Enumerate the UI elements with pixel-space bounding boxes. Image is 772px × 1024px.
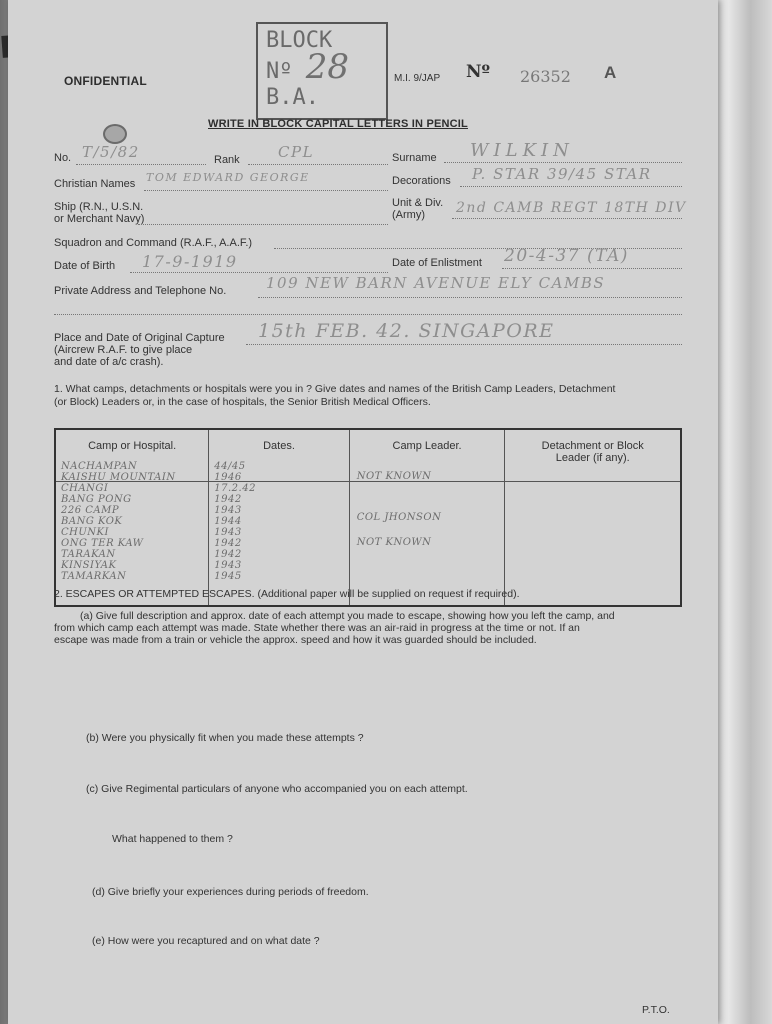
- camp-entry: CHUNKI: [61, 527, 109, 538]
- decorations-label: Decorations: [392, 175, 451, 187]
- christian-names-value: TOM EDWARD GEORGE: [146, 171, 310, 184]
- leader-entry: NOT KNOWN: [356, 471, 432, 482]
- camp-entry: TAMARKAN: [61, 571, 127, 582]
- q2a-line-3: escape was made from a train or vehicle the approx. speed and how it was guarded should be included.: [54, 634, 537, 646]
- camp-entry: KAISHU MOUNTAIN: [61, 472, 176, 483]
- capture-line: [246, 344, 682, 345]
- camp-entry: KINSIYAK: [61, 560, 117, 571]
- address-line-2: [54, 314, 682, 315]
- stamp-number-row: [266, 47, 378, 87]
- date-entry: 17.2.42: [214, 483, 256, 494]
- date-entry: 1943: [214, 560, 242, 571]
- leader-entry: COL JHONSON: [356, 512, 442, 523]
- surname-line: [444, 162, 682, 163]
- q2e-text: (e) How were you recaptured and on what date ?: [92, 935, 320, 947]
- ship-label-2: or Merchant Navy): [54, 213, 145, 225]
- address-value: 109 NEW BARN AVENUE ELY CAMBS: [266, 274, 606, 292]
- surname-label: Surname: [392, 152, 437, 164]
- header-detachment: [505, 429, 681, 482]
- q1-text-line-1: 1. What camps, detachments or hospitals were you in ? Give dates and names of the British Camp Leaders, Detachment: [54, 383, 616, 395]
- surname-value: WILKIN: [470, 140, 574, 161]
- q2d-text: (d) Give briefly your experiences during periods of freedom.: [92, 886, 369, 898]
- camp-entry: CHANGI: [61, 483, 109, 494]
- date-entry: 1942: [214, 549, 242, 560]
- header-detachment-line-1: Detachment or Block: [541, 440, 644, 452]
- stamp-no-label: Nº: [266, 59, 293, 84]
- stamp-number: 28: [305, 47, 350, 87]
- date-entry: 44/45: [214, 461, 246, 472]
- no-label: No.: [54, 152, 72, 164]
- no-value: T/5/82: [82, 143, 140, 161]
- header-dates: Dates.: [209, 429, 349, 482]
- camp-entry: ONG TER KAW: [61, 538, 144, 549]
- serial-suffix: A: [604, 63, 617, 82]
- stamp-ba-text: B.A.: [266, 85, 319, 110]
- dob-line: [130, 272, 388, 273]
- serial-no-label: Nº: [466, 62, 491, 82]
- enlistment-value: 20-4-37 (TA): [504, 246, 629, 266]
- christian-names-label: Christian Names: [54, 178, 136, 190]
- dob-value: 17-9-1919: [142, 252, 238, 271]
- block-stamp: [256, 22, 388, 120]
- q2a-line-1: (a) Give full description and approx. date of each attempt you made to escape, showing how you left the camp, and: [80, 610, 615, 622]
- instruction-heading: WRITE IN BLOCK CAPITAL LETTERS IN PENCIL: [208, 118, 468, 130]
- interrogation-form-page: [8, 0, 718, 1024]
- unit-value: 2nd CAMB REGT 18TH DIV: [456, 200, 687, 216]
- confidential-label: ONFIDENTIAL: [64, 74, 147, 88]
- date-entry: 1945: [214, 571, 242, 582]
- rank-line: [248, 164, 388, 165]
- ship-line: [138, 224, 388, 225]
- date-entry: 1944: [214, 516, 242, 527]
- detachment-column: [505, 482, 681, 607]
- squadron-label: Squadron and Command (R.A.F., A.A.F.): [54, 237, 253, 249]
- decorations-value: P. STAR 39/45 STAR: [472, 165, 652, 183]
- header-camp: Camp or Hospital.: [55, 429, 209, 482]
- q1-text-line-2: (or Block) Leaders or, in the case of hospitals, the Senior British Medical Officers.: [54, 396, 431, 408]
- unit-label-2: (Army): [392, 209, 425, 221]
- camp-entry: BANG KOK: [61, 516, 123, 527]
- q2a-line-2: from which camp each attempt was made. State whether there was an air-raid in progress at the time or not. If an: [54, 622, 580, 634]
- form-reference: M.I. 9/JAP: [394, 73, 441, 84]
- ship-label-1: Ship (R.N., U.S.N.: [54, 201, 144, 213]
- pto-label: P.T.O.: [642, 1004, 670, 1016]
- camp-entry: BANG PONG: [61, 494, 132, 505]
- stamp-block-text: BLOCK: [266, 28, 333, 53]
- binding-pin: [103, 124, 127, 144]
- rank-value: CPL: [278, 143, 315, 161]
- enlistment-label: Date of Enlistment: [392, 257, 482, 269]
- enlistment-line: [502, 268, 682, 269]
- date-entry: 1946: [214, 472, 242, 483]
- q2-heading: 2. ESCAPES OR ATTEMPTED ESCAPES. (Additional paper will be supplied on request if required).: [54, 588, 520, 600]
- capture-label-3: and date of a/c crash).: [54, 356, 164, 368]
- date-entry: 1943: [214, 505, 242, 516]
- capture-label-2: (Aircrew R.A.F. to give place: [54, 344, 193, 356]
- header-detachment-line-2: Leader (if any).: [555, 452, 630, 464]
- no-line: [76, 164, 206, 165]
- capture-label-1: Place and Date of Original Capture: [54, 332, 225, 344]
- q2b-text: (b) Were you physically fit when you made these attempts ?: [86, 732, 364, 744]
- dob-label: Date of Birth: [54, 260, 116, 272]
- q2c-followup-text: What happened to them ?: [112, 833, 233, 845]
- unit-label-1: Unit & Div.: [392, 197, 444, 209]
- camps-table: [54, 428, 682, 607]
- camp-entry: 226 CAMP: [61, 505, 120, 516]
- address-line-1: [258, 297, 682, 298]
- capture-value: 15th FEB. 42. SINGAPORE: [258, 320, 555, 342]
- decorations-line: [460, 186, 682, 187]
- serial-number: 26352: [520, 67, 571, 86]
- rank-label: Rank: [214, 154, 240, 166]
- address-label: Private Address and Telephone No.: [54, 285, 227, 297]
- date-entry: 1942: [214, 538, 242, 549]
- unit-line: [452, 218, 682, 219]
- camp-entry: TARAKAN: [61, 549, 116, 560]
- q2c-text: (c) Give Regimental particulars of anyone who accompanied you on each attempt.: [86, 783, 468, 795]
- christian-names-line: [144, 190, 388, 191]
- leader-entry: NOT KNOWN: [356, 537, 432, 548]
- camp-entry: NACHAMPAN: [61, 461, 138, 472]
- date-entry: 1942: [214, 494, 242, 505]
- header-camp-leader: Camp Leader.: [349, 429, 505, 482]
- date-entry: 1943: [214, 527, 242, 538]
